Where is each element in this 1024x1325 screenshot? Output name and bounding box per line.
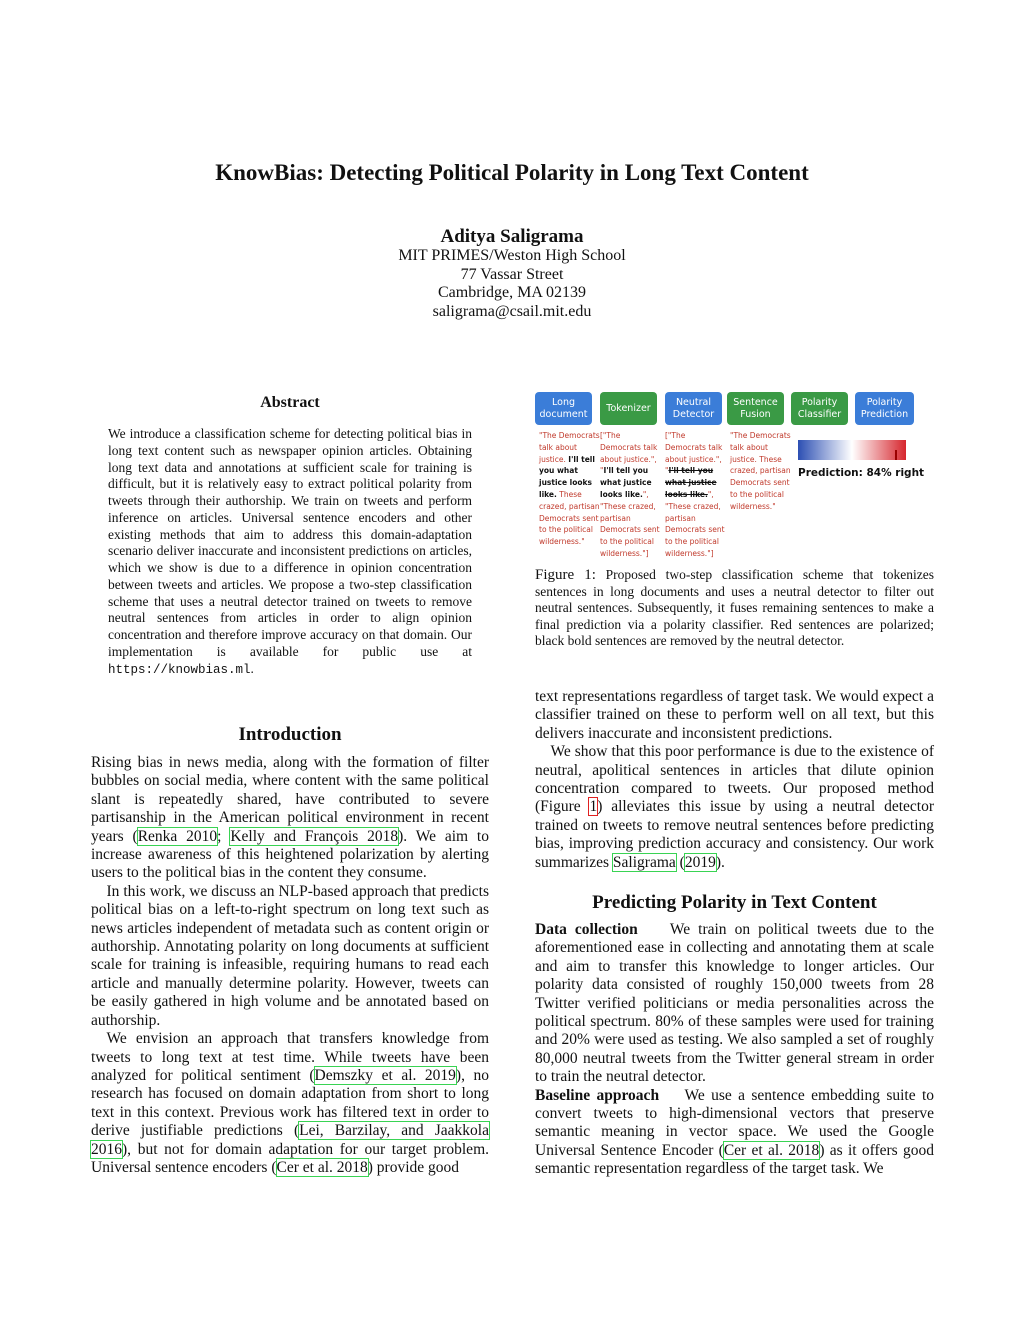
project-url[interactable]: https://knowbias.ml xyxy=(108,662,251,677)
street-address: 77 Vassar Street xyxy=(460,265,564,283)
caption-label: Figure 1: xyxy=(535,567,596,583)
figure-text-long-document: "The Democrats talk about justice. I'll tell you what justice looks like. These crazed, partisan Democrats sent to the political wilderness." xyxy=(539,431,600,547)
right-paragraph-1: text representations regardless of target task. We would expect a classifier trained on these to perform well on all text, but this delivers inaccurate and inconsistent predictions. xyxy=(535,688,934,742)
intro-paragraph-2: In this work, we discuss an NLP-based approach that predicts political bias on a left-to-right spectrum on long text such as news articles independent of metadata such as content origin or authorship. Annotating polarity on long documents at sufficient scale for training is infeasible, requiring humans to read each article and manually determine polarity. However, tweets can be easily gathered in high volume and be annotated based on authorship. xyxy=(91,882,489,1029)
right-column-body xyxy=(535,688,934,872)
step-polarity-prediction: Polarity Prediction xyxy=(855,392,914,425)
author-email: saligrama@csail.mit.edu xyxy=(432,302,592,320)
introduction-heading: Introduction xyxy=(238,724,342,745)
predicting-polarity-heading: Predicting Polarity in Text Content xyxy=(592,892,877,913)
city-address: Cambridge, MA 02139 xyxy=(438,284,586,302)
citation-cer-2018[interactable]: Cer et al. 2018 xyxy=(276,1158,368,1176)
author-affiliation-block xyxy=(0,247,1024,321)
polarity-gradient-bar xyxy=(798,440,906,460)
baseline-approach-paragraph: Baseline approach We use a sentence embedding suite to convert tweets to high-dimensional vectors that preserve semantic meaning in vector space. We used the Google Universal Sentence Encoder (Cer et al. 2018) as it offers good semantic representation regardless of the target task. We xyxy=(535,1086,935,1178)
step-long-document: Long document xyxy=(535,392,592,425)
step-tokenizer: Tokenizer xyxy=(600,392,657,425)
figure-text-fused: "The Democrats talk about justice. These crazed, partisan Democrats sent to the political wilderness." xyxy=(730,431,791,511)
citation-lei-2016-year[interactable]: 2016 xyxy=(91,1140,122,1158)
caption-text: Proposed two-step classification scheme that tokenizes sentences in long documents and uses a neutral detector to filter out neutral sentences. Subsequently, it fuses remaining sentences to make a final prediction via a polarity classifier. Red sentences are polarized; black bold sentences are removed by the neutral detector. xyxy=(535,567,934,649)
citation-saligrama-2019-year[interactable]: 2019 xyxy=(684,853,716,871)
citation-lei-barzilay-jaakkola[interactable]: Lei, Barzilay, and Jaakkola xyxy=(299,1122,489,1140)
citation-renka-2010[interactable]: Renka 2010 xyxy=(137,827,218,845)
data-collection-label: Data collection xyxy=(535,921,638,938)
step-sentence-fusion: Sentence Fusion xyxy=(727,392,784,425)
figure-1-diagram xyxy=(535,392,935,558)
citation-kelly-francois-2018[interactable]: Kelly and François 2018 xyxy=(230,827,399,845)
figure-text-neutral-filtered: ["The Democrats talk about justice.", "I'll tell you what justice looks like.", "These crazed, partisan Democrats sent to the political wilderness."] xyxy=(665,431,725,558)
intro-paragraph-3: We envision an approach that transfers knowledge from tweets to long text at test time. While tweets have been analyzed for political sentiment (Demszky et al. 2019), no research has focused on domain adaptation from short to long text in this context. Previous work has filtered text in order to derive justifiable predictions (Lei, Barzilay, and Jaakkola 2016), but not for domain adaptation for our target problem. Universal sentence encoders (Cer et al. 2018) provide good xyxy=(91,1030,489,1176)
polarity-marker xyxy=(895,450,897,460)
paper-title: KnowBias: Detecting Political Polarity in Long Text Content xyxy=(215,160,809,185)
citation-cer-2018-b[interactable]: Cer et al. 2018 xyxy=(723,1141,820,1159)
intro-paragraph-1: Rising bias in news media, along with the formation of filter bubbles on social media, where content with the same political slant is repeatedly shared, have contributed to severe partisanship in the American political environment in recent years (Renka 2010; Kelly and François 2018). We aim to increase awareness of this heightened polarization by alerting users to the political bias in the content they consume. xyxy=(91,754,489,882)
abstract-end: . xyxy=(250,660,254,676)
prediction-label: Prediction: 84% right xyxy=(798,467,925,479)
abstract-body xyxy=(108,426,472,678)
step-polarity-classifier: Polarity Classifier xyxy=(791,392,848,425)
introduction-body xyxy=(91,754,489,1177)
abstract-text: We introduce a classification scheme for detecting political bias in long text content such as newspaper opinion articles. Obtaining long text data and annotations at sufficient scale for training is difficult, but it is relatively easy to extract political polarity from tweets through their authorship. We train on tweets and perform inference on articles. Universal sentence encoders and other existing methods that aim to address this domain-adaptation scenario deliver inaccurate and inconsistent predictions on articles, which we show is due to a difference in opinion concentration between tweets and articles. We propose a two-step classification scheme that uses a neutral detector trained on tweets to remove neutral sentences from articles in order to align opinion concentration and therefore improve accuracy on that domain. Our implementation is available for public use at xyxy=(108,426,472,659)
right-paragraph-2: We show that this poor performance is due to the existence of neutral, apolitical sentences in articles that dilute opinion concentration compared to tweets. Our proposed method (Figure 1) alleviates this issue by using a neutral detector trained on tweets to remove neutral sentences before predicting bias, improving prediction accuracy and consistency. Our work summarizes Saligrama (2019). xyxy=(535,743,934,871)
author-name: Aditya Saligrama xyxy=(440,226,584,247)
citation-demszky-2019[interactable]: Demszky et al. 2019 xyxy=(314,1066,456,1084)
abstract-heading: Abstract xyxy=(260,394,320,411)
data-collection-paragraph: Data collection We train on political tweets due to the aforementioned ease in collecting and annotating them at scale and aim to transfer this knowledge to longer articles. Our polarity data consisted of roughly 150,000 tweets from 28 Twitter verified politicians or media personalities across the political spectrum. 80% of these samples were used for training and 20% were used as testing. We also sampled a set of roughly 80,000 neutral tweets from the Twitter general stream in order to train the neutral detector. xyxy=(535,921,935,1086)
figure-1-reference[interactable]: 1 xyxy=(589,798,598,816)
baseline-approach-label: Baseline approach xyxy=(535,1086,660,1104)
figure-text-tokenized: ["The Democrats talk about justice.", "I'll tell you what justice looks like.", "These crazed, partisan Democrats sent to the political wilderness."] xyxy=(600,431,660,558)
citation-saligrama[interactable]: Saligrama xyxy=(612,853,676,871)
step-neutral-detector: Neutral Detector xyxy=(665,392,722,425)
affiliation: MIT PRIMES/Weston High School xyxy=(398,247,626,264)
predicting-body xyxy=(535,921,934,1179)
figure-1-caption xyxy=(535,567,934,650)
